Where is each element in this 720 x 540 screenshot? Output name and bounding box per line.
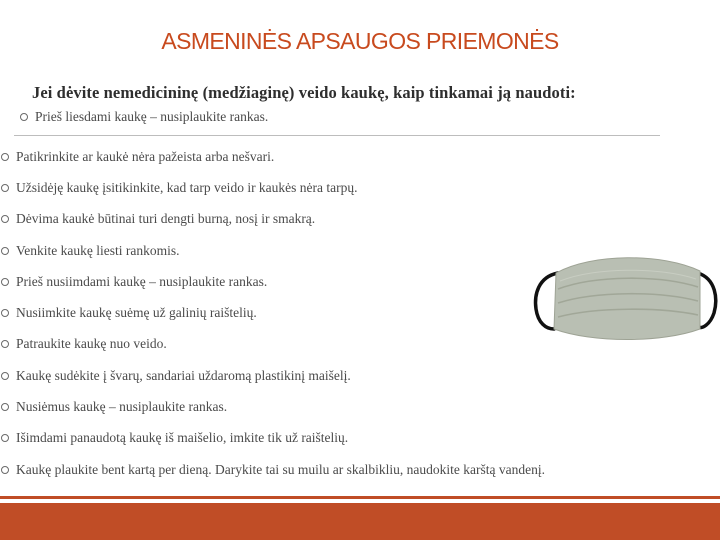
list-item xyxy=(14,109,268,125)
list-item-text: Venkite kaukę liesti rankomis. xyxy=(16,242,180,258)
list-item xyxy=(0,204,700,235)
face-mask-icon xyxy=(532,243,720,348)
list-item-text: Prieš nusiimdami kaukę – nusiplaukite rankas. xyxy=(16,273,268,289)
list-item-text: Dėvima kaukė būtinai turi dengti burną, nosį ir smakrą. xyxy=(16,211,316,227)
list-item-text: Patraukite kaukę nuo veido. xyxy=(16,336,167,352)
bullet-icon xyxy=(1,466,9,474)
slide-title: ASMENINĖS APSAUGOS PRIEMONĖS xyxy=(161,28,559,54)
list-item-text: Išimdami panaudotą kaukę iš maišelio, imkite tik už raištelių. xyxy=(16,430,349,446)
list-item xyxy=(0,423,700,454)
bullet-icon xyxy=(1,340,9,348)
bullet-icon xyxy=(1,184,9,192)
list-item-text: Nusiimkite kaukę suėmę už galinių raištelių. xyxy=(16,305,257,321)
list-item xyxy=(0,141,700,172)
bullet-icon xyxy=(1,278,9,286)
list-item xyxy=(0,360,700,391)
list-item-text: Kaukę sudėkite į švarų, sandariai uždaromą plastikinį maišelį. xyxy=(16,367,351,383)
bullet-icon xyxy=(1,247,9,255)
list-item-text: Kaukę plaukite bent kartą per dieną. Darykite tai su muilu ar skalbikliu, naudokite karštą vandenį. xyxy=(16,461,545,477)
bullet-icon xyxy=(1,372,9,380)
list-item xyxy=(0,454,700,485)
bullet-icon xyxy=(20,113,28,121)
bullet-icon xyxy=(1,403,9,411)
list-item-text: Nusiėmus kaukę – nusiplaukite rankas. xyxy=(16,399,228,415)
list-item-text: Prieš liesdami kaukę – nusiplaukite rankas. xyxy=(35,109,269,124)
bullet-icon xyxy=(1,215,9,223)
bullet-icon xyxy=(1,309,9,317)
list-item-text: Užsidėję kaukę įsitikinkite, kad tarp veido ir kaukės nėra tarpų. xyxy=(16,179,358,195)
bullet-icon xyxy=(1,434,9,442)
list-item-text: Patikrinkite ar kaukė nėra pažeista arba nešvari. xyxy=(16,148,275,164)
mask-strap-right xyxy=(698,273,716,327)
bullet-icon xyxy=(1,153,9,161)
list-item xyxy=(0,172,700,203)
list-item xyxy=(0,391,700,422)
slide-subtitle: Jei dėvite nemedicininę (medžiaginę) veido kaukę, kaip tinkamai ją naudoti: xyxy=(32,83,576,102)
footer-bar xyxy=(0,503,720,540)
footer-accent-line xyxy=(0,496,720,499)
divider xyxy=(14,135,660,136)
